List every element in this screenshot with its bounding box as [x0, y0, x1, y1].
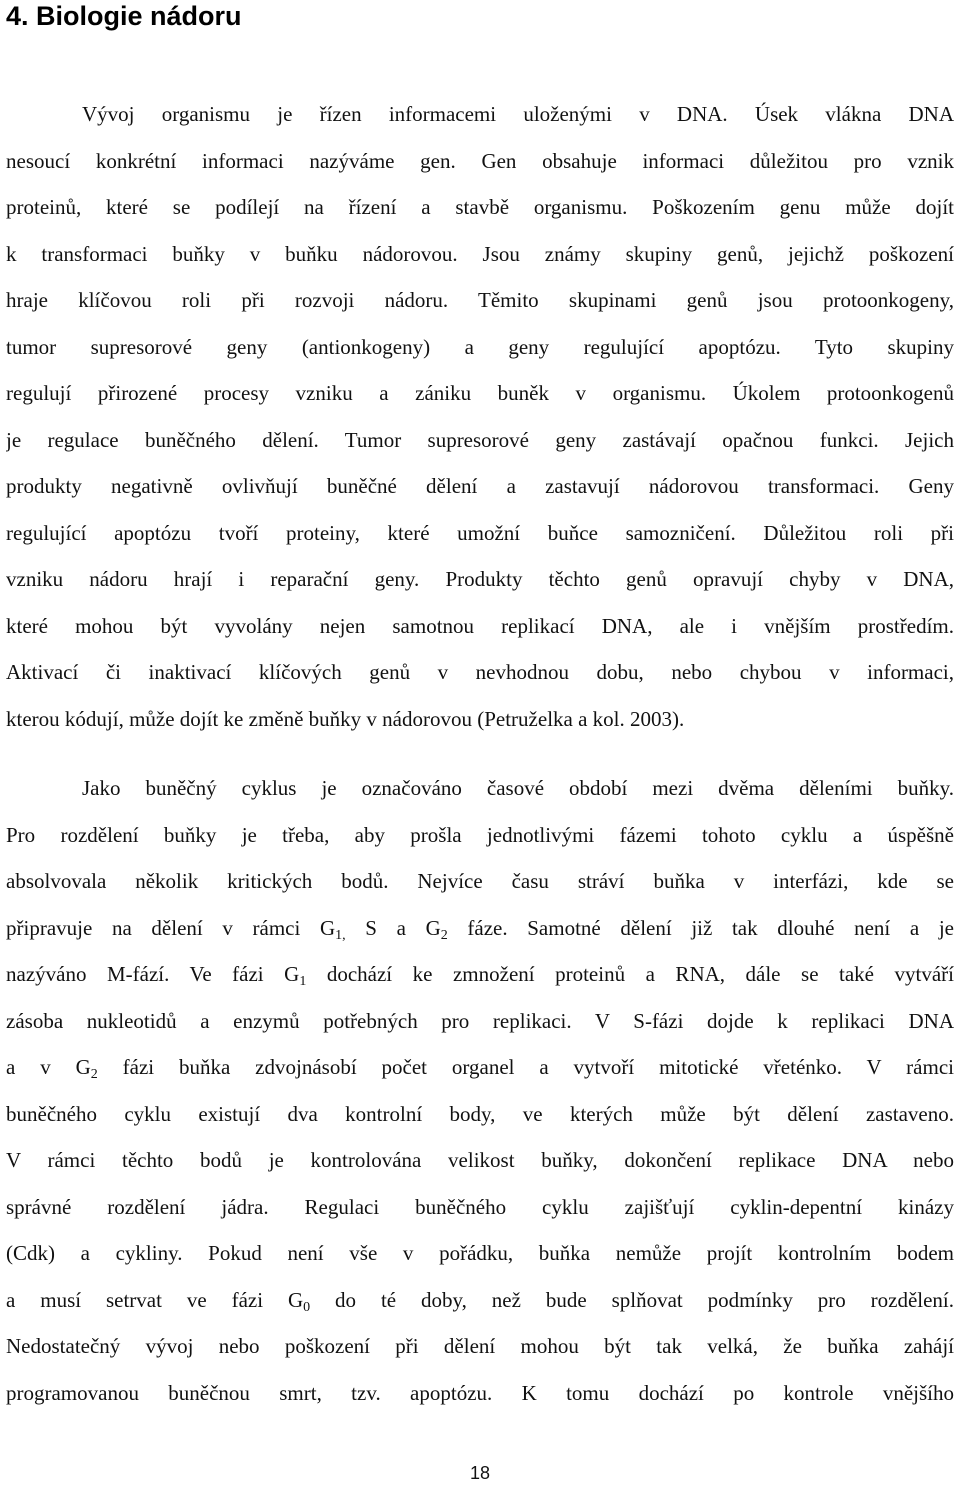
text-segment: do té doby, než bude splňovat podmínky pro rozdělení.: [310, 1287, 954, 1312]
text-segment: fázi buňka zdvojnásobí počet organel a vytvoří mitotické vřeténko. V rámci: [97, 1055, 954, 1079]
text-line: (Cdk) a cykliny. Pokud není vše v pořádku, buňka nemůže projít kontrolním bodem: [6, 1241, 954, 1265]
text-line: programovanou buněčnou smrt, tzv. apoptózu. K tomu dochází po kontrole vnějšího: [6, 1380, 954, 1405]
page-number: 18: [469, 1463, 491, 1483]
text-line: [6, 1277, 954, 1324]
subscript: 2: [90, 1067, 98, 1082]
text-line: buněčného cyklu existují dva kontrolní body, ve kterých může být dělení zastaveno.: [6, 1101, 954, 1126]
text-line: produkty negativně ovlivňují buněčné dělení a zastavují nádorovou transformaci. Geny: [6, 474, 954, 498]
text-line: správné rozdělení jádra. Regulaci buněčného cyklu zajišťují cyklin-depentní kinázy: [6, 1194, 954, 1219]
text-line: Aktivací či inaktivací klíčových genů v nevhodnou dobu, nebo chybou v informaci,: [6, 660, 954, 684]
text-line: Nedostatečný vývoj nebo poškození při dělení mohou být tak velká, že buňka zahájí: [6, 1334, 954, 1358]
text-line: vzniku nádoru hrají i reparační geny. Produkty těchto genů opravují chyby v DNA,: [6, 567, 954, 591]
text-segment: fáze. Samotné dělení již tak dlouhé není a je: [447, 915, 954, 940]
text-line: je regulace buněčného dělení. Tumor supresorové geny zastávají opačnou funkci. Jejich: [6, 427, 954, 452]
text-line: kterou kódují, může dojít ke změně buňky v nádorovou (Petruželka a kol. 2003).: [6, 706, 685, 731]
text-segment: připravuje na dělení v rámci G: [6, 915, 336, 940]
text-segment: a musí setrvat ve fázi G: [6, 1287, 304, 1312]
text-line: k transformaci buňky v buňku nádorovou. Jsou známy skupiny genů, jejichž poškození: [6, 241, 954, 266]
text-segment: S a G: [345, 915, 441, 940]
text-segment: dochází ke zmnožení proteinů a RNA, dále se také vytváří: [306, 962, 954, 986]
text-line: zásoba nukleotidů a enzymů potřebných pro replikaci. V S-fázi dojde k replikaci DNA: [6, 1008, 954, 1033]
text-line: proteinů, které se podílejí na řízení a stavbě organismu. Poškozením genu může dojít: [6, 195, 954, 219]
text-line: Pro rozdělení buňky je třeba, aby prošla jednotlivými fázemi tohoto cyklu a úspěšně: [6, 822, 954, 847]
text-line: absolvovala několik kritických bodů. Nejvíce času stráví buňka v interfázi, kde se: [6, 869, 954, 893]
text-line: hraje klíčovou roli při rozvoji nádoru. Těmito skupinami genů jsou protoonkogeny,: [6, 288, 954, 312]
text-line: V rámci těchto bodů je kontrolována velikost buňky, dokončení replikace DNA nebo: [6, 1148, 954, 1172]
text-segment: a v G: [6, 1055, 91, 1079]
text-line: [6, 951, 954, 998]
text-line: [6, 905, 954, 952]
subscript: 1: [299, 974, 307, 989]
text-line: regulující apoptózu tvoří proteiny, které umožní buňce samozničení. Důležitou roli při: [6, 520, 954, 545]
text-segment: nazýváno M-fází. Ve fázi G: [6, 962, 300, 986]
paragraph-cell-cycle: [6, 765, 954, 1416]
text-line: tumor supresorové geny (antionkogeny) a geny regulující apoptózu. Tyto skupiny: [6, 334, 954, 359]
text-line: které mohou být vyvolány nejen samotnou replikací DNA, ale i vnějším prostředím.: [6, 613, 954, 638]
text-line: Vývoj organismu je řízen informacemi uloženými v DNA. Úsek vlákna DNA: [82, 102, 954, 126]
text-line: Jako buněčný cyklus je označováno časové období mezi dvěma děleními buňky.: [82, 776, 954, 800]
text-line: nesoucí konkrétní informaci nazýváme gen. Gen obsahuje informaci důležitou pro vznik: [6, 148, 954, 173]
text-line: regulují přirozené procesy vzniku a zániku buněk v organismu. Úkolem protoonkogenů: [6, 381, 954, 405]
subscript: 0: [303, 1299, 311, 1315]
section-heading: 4. Biologie nádoru: [6, 1, 242, 31]
subscript: 1,: [335, 927, 346, 943]
subscript: 2: [440, 927, 448, 943]
paragraph-tumor-biology: [6, 91, 954, 742]
text-line: [6, 1044, 954, 1091]
